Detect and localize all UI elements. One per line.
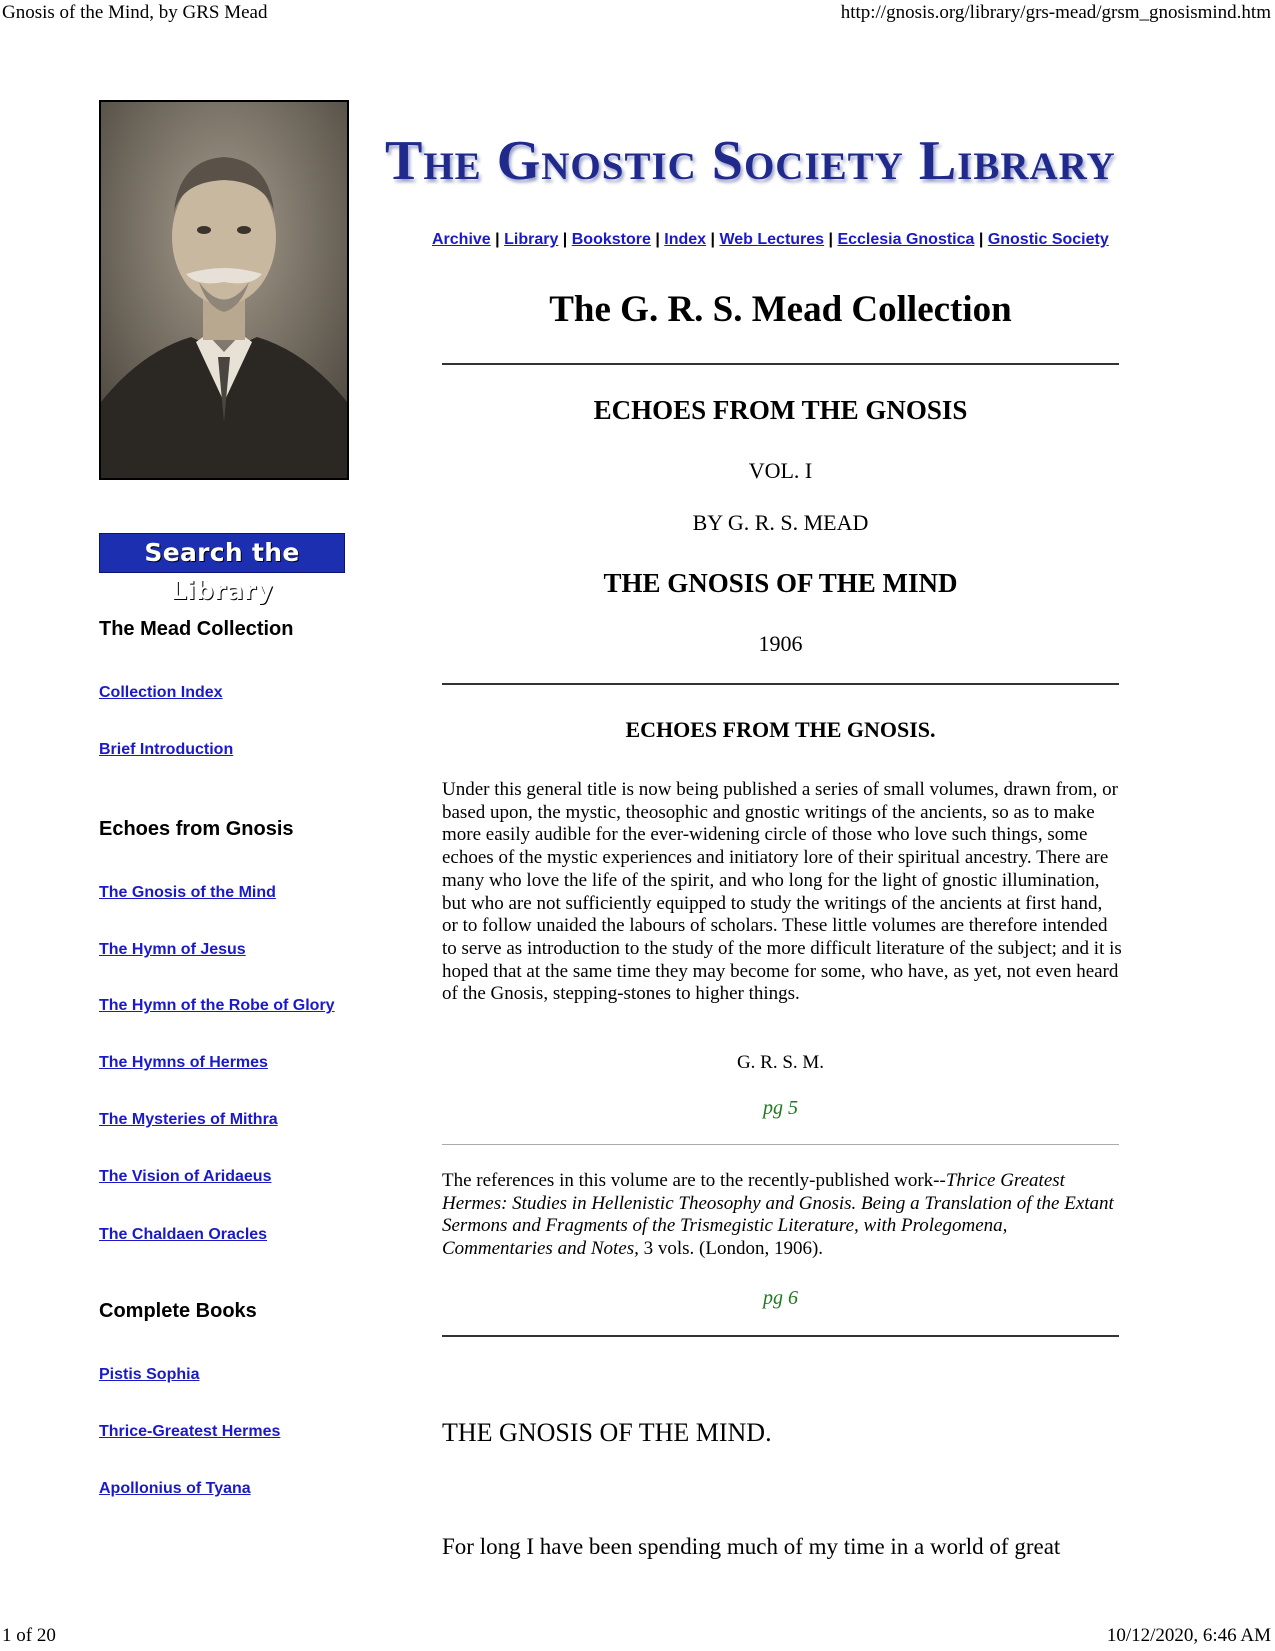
nav-web-lectures[interactable]: Web Lectures [719,231,825,248]
gnosis-of-the-mind-link[interactable]: The Gnosis of the Mind [99,884,276,901]
chaldaen-oracles-link[interactable]: The Chaldaen Oracles [99,1226,268,1243]
print-datetime: 10/12/2020, 6:46 AM [1106,1625,1271,1646]
series-title: ECHOES FROM THE GNOSIS [593,395,968,425]
gnostic-society-logo[interactable]: The Gnostic Society Library [385,130,1116,192]
page-marker-5: pg 5 [763,1097,798,1119]
thrice-greatest-hermes-link[interactable]: Thrice-Greatest Hermes [99,1423,281,1440]
print-page-number: 1 of 20 [2,1625,56,1646]
divider [442,1335,1119,1337]
nav-gnostic-society[interactable]: Gnostic Society [987,231,1109,248]
portrait-image [99,100,349,480]
chapter-title: THE GNOSIS OF THE MIND. [442,1418,772,1447]
book-title: THE GNOSIS OF THE MIND [603,568,958,598]
nav-ecclesia-gnostica[interactable]: Ecclesia Gnostica [837,231,975,248]
top-navigation: Archive | Library | Bookstore | Index | Web Lectures | Ecclesia Gnostica | Gnostic Society [432,231,1109,248]
collection-index-link[interactable]: Collection Index [99,684,223,701]
year-label: 1906 [758,631,803,656]
collection-title: The G. R. S. Mead Collection [549,289,1012,330]
opening-line: For long I have been spending much of my time in a world of great [442,1534,1061,1559]
pistis-sophia-link[interactable]: Pistis Sophia [99,1366,200,1383]
print-url: http://gnosis.org/library/grs-mead/grsm_gnosismind.htm [840,2,1271,23]
intro-paragraph: Under this general title is now being published a series of small volumes, drawn from, or based upon, the mystic, theosophic and gnostic writings of the ancients, so as to make more easily audible for the ever-widening circle of those who love such things, some echoes of the mystic experiences and initiatory lore of their spiritual ancestry. There are many who love the life of the spirit, and who long for the light of gnostic illumination, but who are not sufficiently equipped to study the writings of the ancients at first hand, or to follow unaided the labours of scholars. These little volumes are therefore intended to serve as introduction to the study of the more difficult literature of the subject; and it is hoped that at the same time they may become for some, who have, as yet, not even heard of the Gnosis, stepping-stones to higher things. [442,779,1122,1005]
page-marker-6: pg 6 [763,1287,798,1309]
print-page-title: Gnosis of the Mind, by GRS Mead [2,2,268,23]
mead-collection-heading: The Mead Collection [99,618,294,640]
author-label: BY G. R. S. MEAD [692,510,869,535]
nav-library[interactable]: Library [504,231,559,248]
echoes-heading: Echoes from Gnosis [99,818,294,840]
volume-label: VOL. I [748,458,813,483]
hymn-of-robe-link[interactable]: The Hymn of the Robe of Glory [99,997,335,1014]
divider [442,363,1119,365]
nav-index[interactable]: Index [664,231,707,248]
brief-introduction-link[interactable]: Brief Introduction [99,741,234,758]
apollonius-link[interactable]: Apollonius of Tyana [99,1480,251,1497]
divider [442,1144,1119,1145]
complete-books-heading: Complete Books [99,1300,257,1322]
vision-of-aridaeus-link[interactable]: The Vision of Aridaeus [99,1168,272,1185]
section-title: ECHOES FROM THE GNOSIS. [625,717,936,742]
hymns-of-hermes-link[interactable]: The Hymns of Hermes [99,1054,268,1071]
nav-bookstore[interactable]: Bookstore [571,231,651,248]
nav-archive[interactable]: Archive [432,231,491,248]
search-library-button[interactable]: Search the Library [99,533,345,573]
references-paragraph: The references in this volume are to the recently-published work--Thrice Greatest Hermes: Studies in Hellenistic Theosophy and Gnosis. Being a Translation of the Extant Sermons and Fragments of the Trismegistic Literature, with Prolegomena, Commentaries and Notes, 3 vols. (London, 1906). [442,1170,1114,1260]
divider [442,683,1119,685]
signature: G. R. S. M. [736,1052,825,1073]
hymn-of-jesus-link[interactable]: The Hymn of Jesus [99,941,246,958]
mysteries-of-mithra-link[interactable]: The Mysteries of Mithra [99,1111,278,1128]
